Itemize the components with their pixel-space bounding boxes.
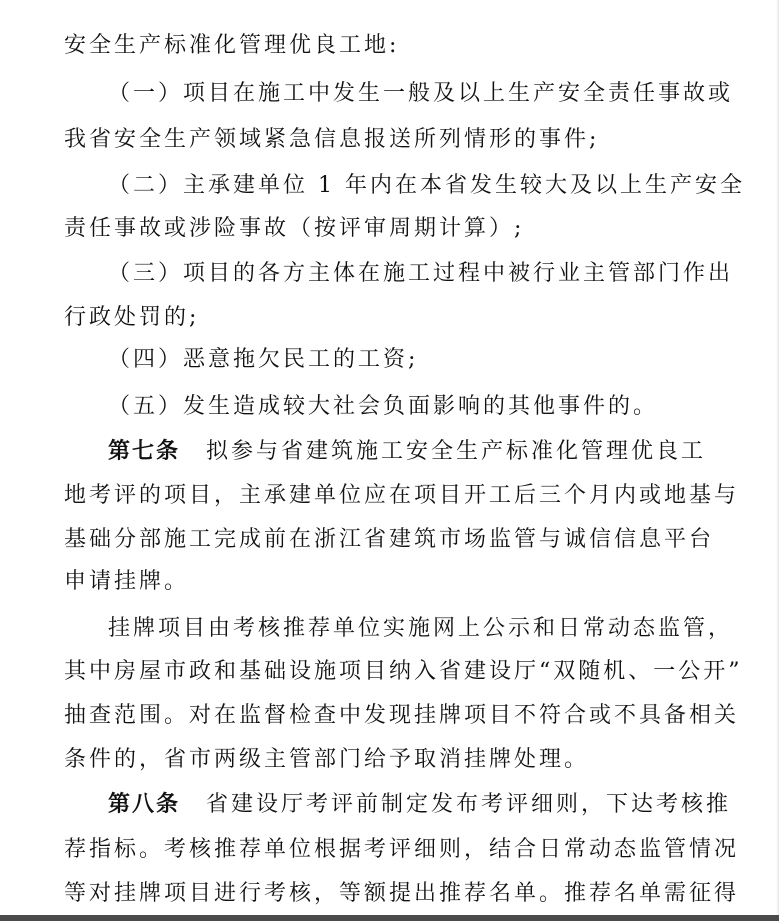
line-text: 条件的，省市两级主管部门给予取消挂牌处理。 bbox=[64, 747, 590, 772]
line-text: 其中房屋市政和基础设施项目纳入省建设厅“双随机、一公开” bbox=[64, 659, 743, 684]
line-text: （五）发生造成较大社会负面影响的其他事件的。 bbox=[108, 394, 659, 419]
line-text: 等对挂牌项目进行考核，等额提出推荐名单。推荐名单需征得 bbox=[64, 881, 740, 906]
text-line bbox=[0, 476, 779, 516]
text-line bbox=[0, 562, 779, 602]
line-text: （一）项目在施工中发生一般及以上生产安全责任事故或 bbox=[108, 81, 734, 106]
text-line bbox=[0, 696, 779, 736]
article-line bbox=[0, 785, 779, 825]
line-text: 行政处罚的; bbox=[64, 305, 200, 330]
line-text: 抽查范围。对在监督检查中发现挂牌项目不符合或不具备相关 bbox=[64, 703, 740, 728]
text-line bbox=[0, 387, 779, 427]
text-line bbox=[0, 120, 779, 160]
viewer-bottom-bar bbox=[0, 915, 779, 921]
line-text: 我省安全生产领域紧急信息报送所列情形的事件; bbox=[64, 127, 600, 152]
text-line bbox=[0, 830, 779, 870]
text-line bbox=[0, 298, 779, 338]
line-text: 责任事故或涉险事故（按评审周期计算）; bbox=[64, 216, 525, 241]
line-text: （二）主承建单位 1 年内在本省发生较大及以上生产安全 bbox=[108, 173, 745, 198]
article-line bbox=[0, 432, 779, 472]
text-line bbox=[0, 340, 779, 380]
text-line bbox=[0, 740, 779, 780]
text-line bbox=[0, 166, 779, 206]
article-heading-7: 第七条 bbox=[108, 439, 181, 464]
text-line bbox=[0, 609, 779, 649]
line-text: 申请挂牌。 bbox=[64, 569, 190, 594]
line-text: 省建设厅考评前制定发布考评细则，下达考核推 bbox=[206, 792, 732, 817]
line-text: 安全生产标准化管理优良工地: bbox=[64, 33, 400, 58]
text-line bbox=[0, 26, 779, 66]
line-text: 荐指标。考核推荐单位根据考评细则，结合日常动态监管情况 bbox=[64, 837, 740, 862]
line-text: （三）项目的各方主体在施工过程中被行业主管部门作出 bbox=[108, 261, 734, 286]
line-text: 拟参与省建筑施工安全生产标准化管理优良工 bbox=[206, 439, 707, 464]
line-text: 基础分部施工完成前在浙江省建筑市场监管与诚信信息平台 bbox=[64, 527, 715, 552]
text-line bbox=[0, 209, 779, 249]
text-line bbox=[0, 74, 779, 114]
line-text: 挂牌项目由考核推荐单位实施网上公示和日常动态监管， bbox=[108, 616, 734, 641]
line-text: （四）恶意拖欠民工的工资; bbox=[108, 347, 419, 372]
text-line bbox=[0, 652, 779, 692]
line-text: 地考评的项目，主承建单位应在项目开工后三个月内或地基与 bbox=[64, 483, 740, 508]
text-line bbox=[0, 520, 779, 560]
text-line bbox=[0, 874, 779, 914]
article-heading-8: 第八条 bbox=[108, 792, 181, 817]
text-line bbox=[0, 254, 779, 294]
